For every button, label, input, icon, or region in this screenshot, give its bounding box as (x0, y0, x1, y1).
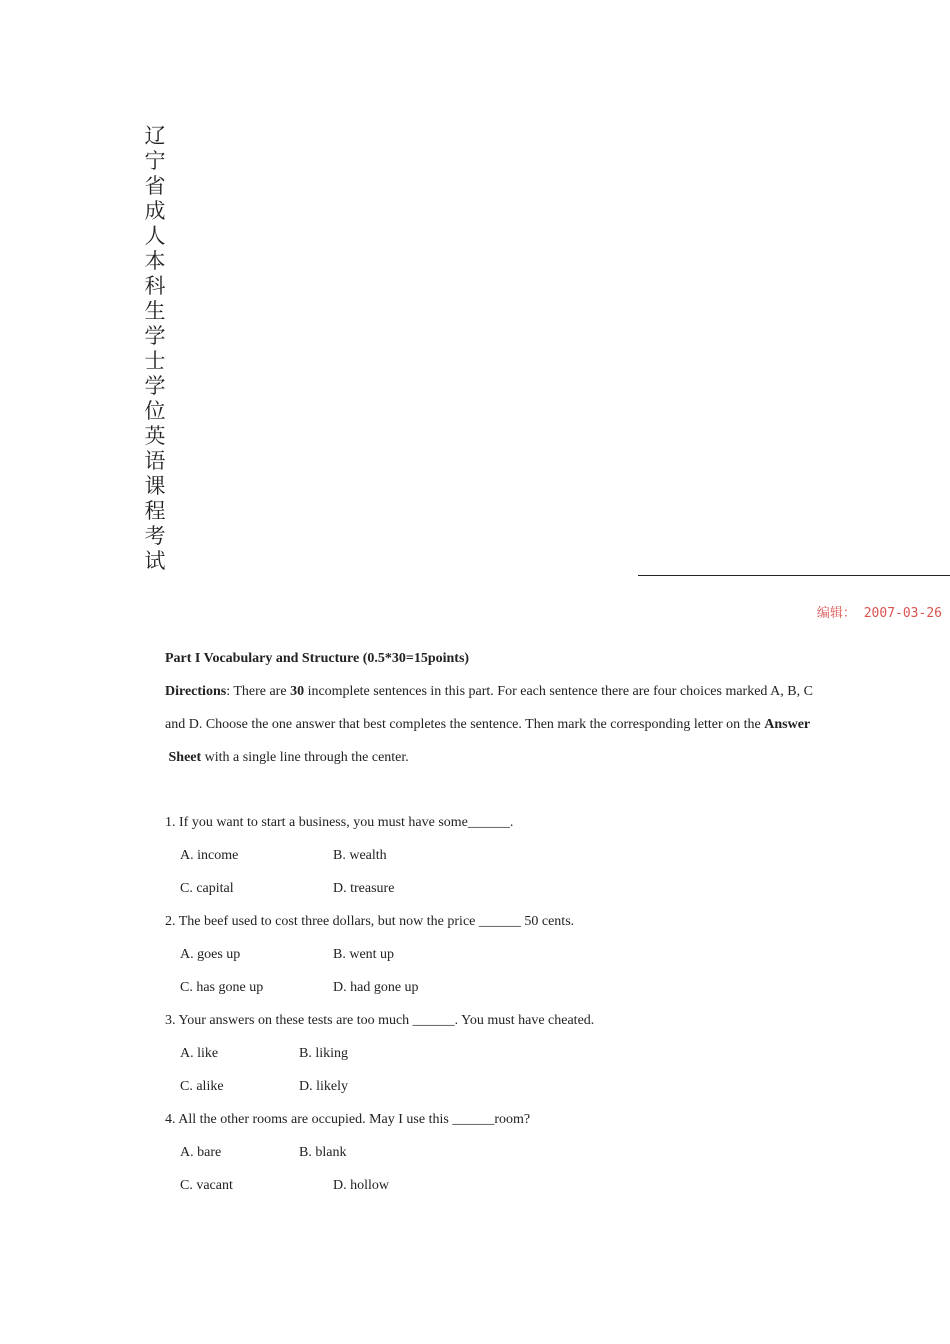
option-row (165, 1076, 845, 1109)
title-char: 试 (144, 549, 166, 573)
option-d[interactable]: D. had gone up (333, 980, 419, 995)
directions-text: with a single line through the center. (201, 750, 409, 765)
question-stem: 4. All the other rooms are occupied. May I use this ______room? (165, 1112, 531, 1127)
option-d[interactable]: D. likely (299, 1079, 348, 1094)
directions-line-3 (165, 747, 845, 780)
title-char: 生 (144, 299, 166, 323)
title-char: 英 (144, 424, 166, 448)
title-char: 人 (144, 224, 166, 248)
part-heading: Part I Vocabulary and Structure (0.5*30=15points) (165, 651, 470, 666)
option-c[interactable]: C. vacant (180, 1178, 233, 1193)
directions-text: : There are (226, 684, 291, 699)
option-a[interactable]: A. income (180, 848, 239, 863)
option-d[interactable]: D. hollow (333, 1178, 389, 1193)
question-stem: 2. The beef used to cost three dollars, but now the price ______ 50 cents. (165, 914, 575, 929)
title-char: 学 (144, 324, 166, 348)
option-b[interactable]: B. blank (299, 1145, 347, 1160)
title-char: 考 (144, 524, 166, 548)
option-row (165, 977, 845, 1010)
option-row (165, 944, 845, 977)
option-c[interactable]: C. alike (180, 1079, 224, 1094)
directions-count: 30 (290, 684, 305, 699)
option-c[interactable]: C. has gone up (180, 980, 264, 995)
title-char: 本 (144, 249, 166, 273)
title-char: 成 (144, 199, 166, 223)
directions-text: and D. Choose the one answer that best completes the sentence. Then mark the corresponding letter on the (165, 717, 765, 732)
title-char: 学 (144, 374, 166, 398)
spacer (165, 780, 845, 812)
title-char: 省 (144, 174, 166, 198)
option-row (165, 1043, 845, 1076)
directions-line-2 (165, 714, 845, 747)
option-a[interactable]: A. goes up (180, 947, 241, 962)
option-row (165, 1142, 845, 1175)
question-stem: 1. If you want to start a business, you must have some______. (165, 815, 514, 830)
title-char: 程 (144, 499, 166, 523)
title-char: 科 (144, 274, 166, 298)
title-char: 辽 (144, 124, 166, 148)
answer-word: Answer (764, 717, 811, 732)
option-row (165, 1175, 845, 1208)
edit-label: 编辑： (816, 606, 856, 621)
option-a[interactable]: A. like (180, 1046, 219, 1061)
horizontal-divider (638, 575, 950, 576)
title-char: 语 (144, 449, 166, 473)
sheet-word: Sheet (168, 750, 202, 765)
option-d[interactable]: D. treasure (333, 881, 395, 896)
title-char: 宁 (144, 149, 166, 173)
option-b[interactable]: B. went up (333, 947, 395, 962)
edit-date-line (817, 602, 942, 621)
option-b[interactable]: B. liking (299, 1046, 349, 1061)
title-char: 士 (144, 349, 166, 373)
title-char: 课 (144, 474, 166, 498)
directions-line-1 (165, 681, 845, 714)
option-c[interactable]: C. capital (180, 881, 234, 896)
exam-content (165, 648, 845, 1208)
title-char: 位 (144, 399, 166, 423)
option-b[interactable]: B. wealth (333, 848, 387, 863)
directions-label: Directions (165, 684, 227, 699)
option-row (165, 845, 845, 878)
edit-date: 2007-03-26 (863, 606, 942, 621)
question-stem: 3. Your answers on these tests are too much ______. You must have cheated. (165, 1013, 595, 1028)
directions-text: incomplete sentences in this part. For each sentence there are four choices marked A, B, C (304, 684, 813, 699)
option-row (165, 878, 845, 911)
option-a[interactable]: A. bare (180, 1145, 222, 1160)
vertical-title (142, 124, 168, 574)
